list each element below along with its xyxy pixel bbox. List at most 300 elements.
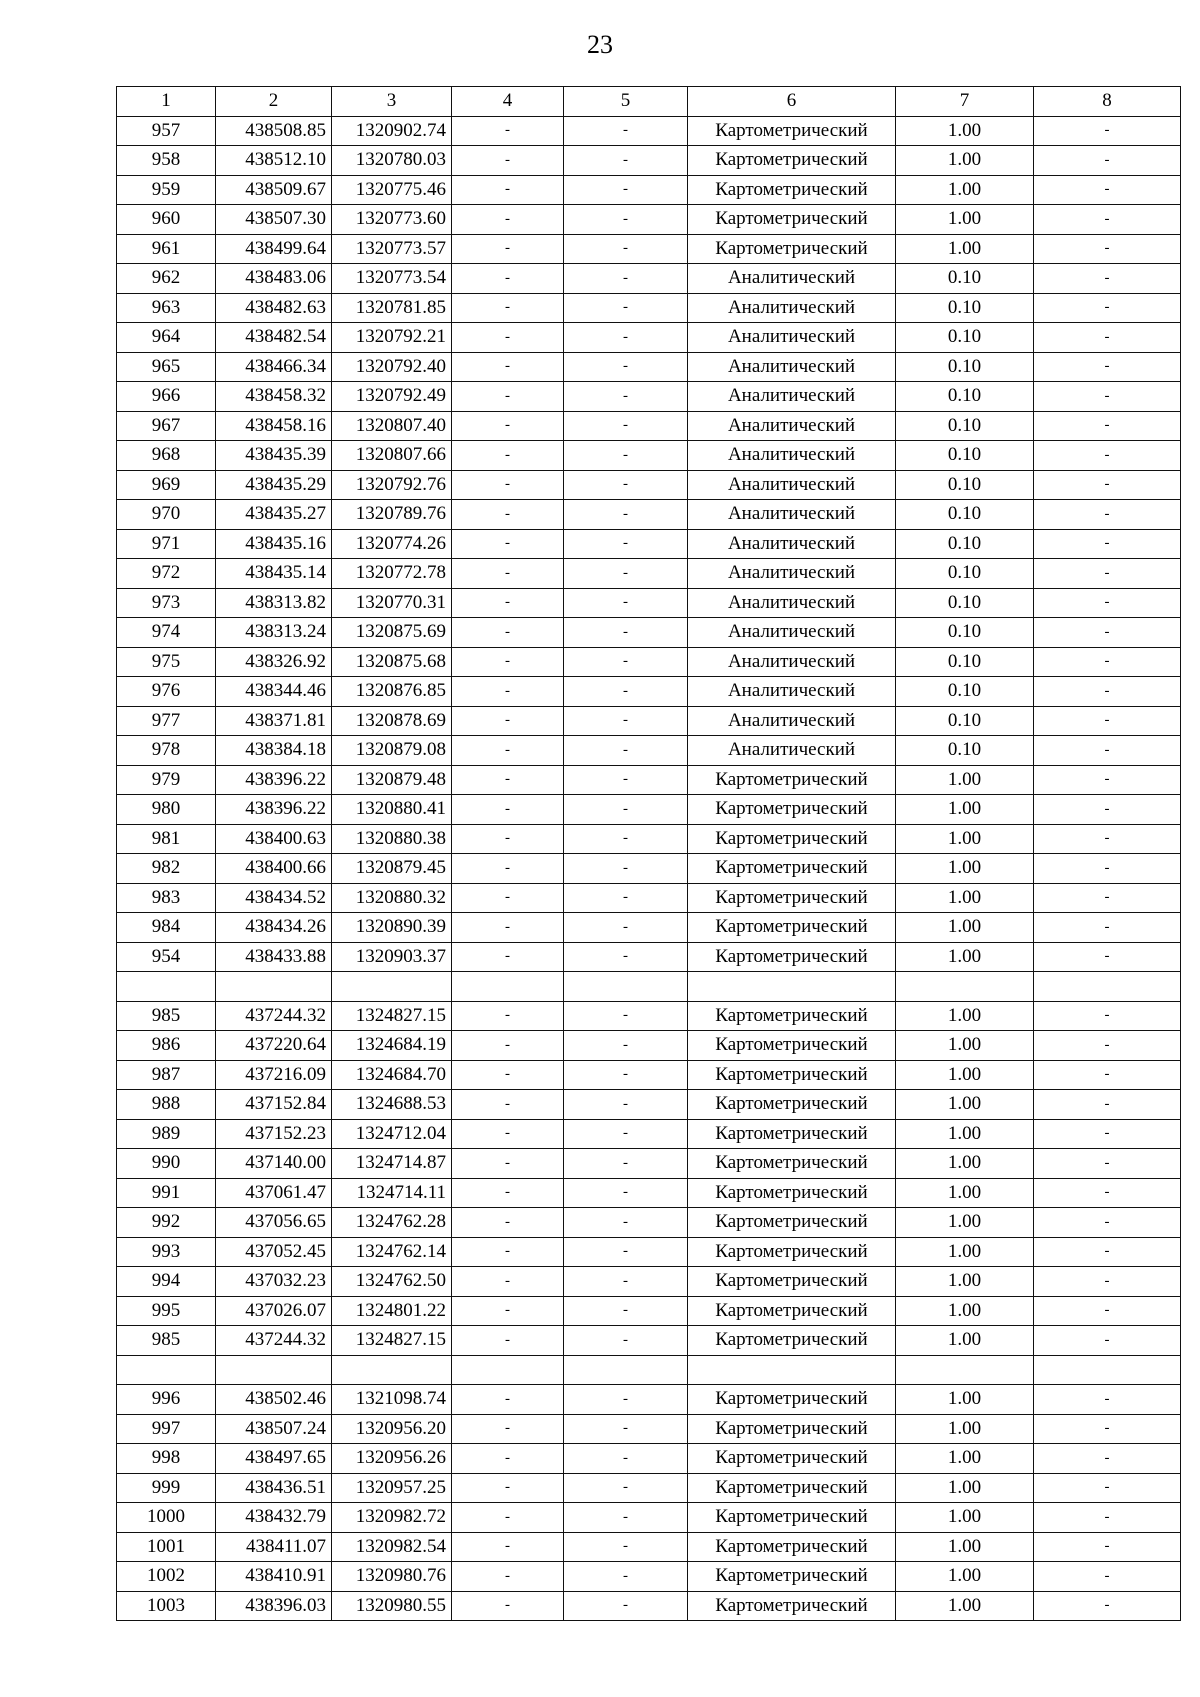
table-row: [117, 1473, 1181, 1503]
col8-cell: -: [1034, 1267, 1181, 1297]
y-coordinate-cell: 1320770.31: [332, 588, 452, 618]
method-cell: Картометрический: [688, 1326, 896, 1356]
table-row: [117, 1060, 1181, 1090]
x-coordinate-cell: 438482.54: [216, 323, 332, 353]
point-number-cell: 960: [117, 205, 216, 235]
col5-cell: -: [564, 736, 688, 766]
point-number-cell: 980: [117, 795, 216, 825]
col5-cell: -: [564, 765, 688, 795]
col5-cell: -: [564, 1562, 688, 1592]
col4-cell: -: [452, 1503, 564, 1533]
point-number-cell: 994: [117, 1267, 216, 1297]
col8-cell: -: [1034, 1149, 1181, 1179]
accuracy-cell: 0.10: [896, 470, 1034, 500]
col8-cell: -: [1034, 1503, 1181, 1533]
col5-cell: -: [564, 529, 688, 559]
method-cell: Аналитический: [688, 559, 896, 589]
col4-cell: -: [452, 411, 564, 441]
point-number-cell: 1002: [117, 1562, 216, 1592]
col5-cell: -: [564, 293, 688, 323]
method-cell: Картометрический: [688, 1532, 896, 1562]
y-coordinate-cell: 1320792.49: [332, 382, 452, 412]
col8-cell: -: [1034, 1296, 1181, 1326]
col8-cell: -: [1034, 883, 1181, 913]
x-coordinate-cell: 437152.23: [216, 1119, 332, 1149]
table-row: [117, 942, 1181, 972]
col8-cell: -: [1034, 293, 1181, 323]
col4-cell: -: [452, 1237, 564, 1267]
col5-cell: -: [564, 352, 688, 382]
col8-cell: -: [1034, 234, 1181, 264]
point-number-cell: 954: [117, 942, 216, 972]
x-coordinate-cell: [216, 972, 332, 1002]
col4-cell: -: [452, 175, 564, 205]
method-cell: Картометрический: [688, 1267, 896, 1297]
col4-cell: -: [452, 1385, 564, 1415]
accuracy-cell: 1.00: [896, 1090, 1034, 1120]
accuracy-cell: 0.10: [896, 706, 1034, 736]
method-cell: Картометрический: [688, 1178, 896, 1208]
accuracy-cell: 0.10: [896, 647, 1034, 677]
x-coordinate-cell: 438434.52: [216, 883, 332, 913]
y-coordinate-cell: 1320879.45: [332, 854, 452, 884]
col8-cell: -: [1034, 1119, 1181, 1149]
col8-cell: -: [1034, 1591, 1181, 1621]
accuracy-cell: 1.00: [896, 795, 1034, 825]
table-row: [117, 1237, 1181, 1267]
col5-cell: -: [564, 1267, 688, 1297]
x-coordinate-cell: 438508.85: [216, 116, 332, 146]
y-coordinate-cell: 1324688.53: [332, 1090, 452, 1120]
accuracy-cell: 1.00: [896, 175, 1034, 205]
point-number-cell: 974: [117, 618, 216, 648]
x-coordinate-cell: 438466.34: [216, 352, 332, 382]
col5-cell: -: [564, 441, 688, 471]
col8-cell: -: [1034, 942, 1181, 972]
col5-cell: -: [564, 234, 688, 264]
col8-cell: -: [1034, 264, 1181, 294]
accuracy-cell: 1.00: [896, 1326, 1034, 1356]
y-coordinate-cell: 1324714.11: [332, 1178, 452, 1208]
point-number-cell: 996: [117, 1385, 216, 1415]
point-number-cell: 987: [117, 1060, 216, 1090]
col5-cell: -: [564, 1414, 688, 1444]
x-coordinate-cell: 438436.51: [216, 1473, 332, 1503]
point-number-cell: 991: [117, 1178, 216, 1208]
method-cell: Аналитический: [688, 677, 896, 707]
col8-cell: -: [1034, 677, 1181, 707]
table-row: [117, 1503, 1181, 1533]
col4-cell: -: [452, 913, 564, 943]
y-coordinate-cell: 1320982.54: [332, 1532, 452, 1562]
col8-cell: -: [1034, 647, 1181, 677]
method-cell: Аналитический: [688, 323, 896, 353]
x-coordinate-cell: 438434.26: [216, 913, 332, 943]
accuracy-cell: 0.10: [896, 352, 1034, 382]
col4-cell: -: [452, 559, 564, 589]
col8-cell: -: [1034, 1532, 1181, 1562]
col5-cell: -: [564, 146, 688, 176]
method-cell: Картометрический: [688, 1414, 896, 1444]
accuracy-cell: 1.00: [896, 1473, 1034, 1503]
col8-cell: -: [1034, 765, 1181, 795]
col5-cell: -: [564, 854, 688, 884]
col4-cell: -: [452, 529, 564, 559]
method-cell: Картометрический: [688, 234, 896, 264]
col4-cell: -: [452, 1119, 564, 1149]
method-cell: Картометрический: [688, 824, 896, 854]
x-coordinate-cell: 437152.84: [216, 1090, 332, 1120]
col8-cell: -: [1034, 1178, 1181, 1208]
col5-cell: -: [564, 824, 688, 854]
x-coordinate-cell: 437244.32: [216, 1326, 332, 1356]
point-number-cell: [117, 972, 216, 1002]
method-cell: [688, 1355, 896, 1385]
accuracy-cell: 1.00: [896, 1503, 1034, 1533]
point-number-cell: 962: [117, 264, 216, 294]
x-coordinate-cell: 438344.46: [216, 677, 332, 707]
y-coordinate-cell: 1320789.76: [332, 500, 452, 530]
accuracy-cell: 1.00: [896, 1414, 1034, 1444]
col5-cell: -: [564, 1001, 688, 1031]
col5-cell: -: [564, 795, 688, 825]
x-coordinate-cell: 438499.64: [216, 234, 332, 264]
y-coordinate-cell: 1320879.48: [332, 765, 452, 795]
table-row: [117, 1090, 1181, 1120]
col4-cell: [452, 1355, 564, 1385]
method-cell: Аналитический: [688, 411, 896, 441]
table-row: [117, 736, 1181, 766]
table-row: [117, 677, 1181, 707]
point-number-cell: 982: [117, 854, 216, 884]
table-row: [117, 854, 1181, 884]
method-cell: Аналитический: [688, 470, 896, 500]
col4-cell: -: [452, 470, 564, 500]
method-cell: Аналитический: [688, 500, 896, 530]
point-number-cell: 1003: [117, 1591, 216, 1621]
col4-cell: -: [452, 588, 564, 618]
point-number-cell: 975: [117, 647, 216, 677]
col5-cell: -: [564, 1591, 688, 1621]
point-number-cell: [117, 1355, 216, 1385]
col8-cell: -: [1034, 1208, 1181, 1238]
col5-cell: -: [564, 618, 688, 648]
x-coordinate-cell: 438313.24: [216, 618, 332, 648]
y-coordinate-cell: 1320781.85: [332, 293, 452, 323]
x-coordinate-cell: 438433.88: [216, 942, 332, 972]
table-row: [117, 1532, 1181, 1562]
column-header: 1: [117, 87, 216, 117]
method-cell: Картометрический: [688, 1090, 896, 1120]
point-number-cell: 985: [117, 1001, 216, 1031]
x-coordinate-cell: 438396.22: [216, 765, 332, 795]
table-body: [117, 116, 1181, 1621]
col8-cell: -: [1034, 352, 1181, 382]
method-cell: Картометрический: [688, 205, 896, 235]
method-cell: Картометрический: [688, 1208, 896, 1238]
y-coordinate-cell: 1320875.68: [332, 647, 452, 677]
col8-cell: -: [1034, 470, 1181, 500]
method-cell: Картометрический: [688, 175, 896, 205]
y-coordinate-cell: 1320772.78: [332, 559, 452, 589]
col4-cell: -: [452, 942, 564, 972]
point-number-cell: 970: [117, 500, 216, 530]
col4-cell: -: [452, 1267, 564, 1297]
x-coordinate-cell: 438396.22: [216, 795, 332, 825]
x-coordinate-cell: 438507.30: [216, 205, 332, 235]
point-number-cell: 964: [117, 323, 216, 353]
y-coordinate-cell: 1320879.08: [332, 736, 452, 766]
col8-cell: -: [1034, 1326, 1181, 1356]
point-number-cell: 968: [117, 441, 216, 471]
table-row: [117, 529, 1181, 559]
method-cell: Картометрический: [688, 1060, 896, 1090]
method-cell: Аналитический: [688, 588, 896, 618]
method-cell: Картометрический: [688, 146, 896, 176]
col5-cell: -: [564, 706, 688, 736]
accuracy-cell: 1.00: [896, 1532, 1034, 1562]
col8-cell: -: [1034, 411, 1181, 441]
point-number-cell: 973: [117, 588, 216, 618]
y-coordinate-cell: 1320880.41: [332, 795, 452, 825]
point-number-cell: 976: [117, 677, 216, 707]
y-coordinate-cell: 1324801.22: [332, 1296, 452, 1326]
table-row: [117, 1119, 1181, 1149]
col4-cell: -: [452, 1532, 564, 1562]
col8-cell: -: [1034, 1414, 1181, 1444]
accuracy-cell: 0.10: [896, 559, 1034, 589]
col8-cell: -: [1034, 854, 1181, 884]
table-row: [117, 175, 1181, 205]
table-row: [117, 1267, 1181, 1297]
table-row: [117, 972, 1181, 1002]
col5-cell: -: [564, 116, 688, 146]
point-number-cell: 961: [117, 234, 216, 264]
col8-cell: -: [1034, 1060, 1181, 1090]
table-row: [117, 1591, 1181, 1621]
col5-cell: -: [564, 883, 688, 913]
column-header: 8: [1034, 87, 1181, 117]
accuracy-cell: 1.00: [896, 1444, 1034, 1474]
col8-cell: -: [1034, 736, 1181, 766]
col4-cell: -: [452, 323, 564, 353]
method-cell: Аналитический: [688, 293, 896, 323]
table-row: [117, 1385, 1181, 1415]
point-number-cell: 993: [117, 1237, 216, 1267]
accuracy-cell: 0.10: [896, 529, 1034, 559]
column-header: 3: [332, 87, 452, 117]
x-coordinate-cell: 438497.65: [216, 1444, 332, 1474]
table-row: [117, 352, 1181, 382]
table-row: [117, 618, 1181, 648]
y-coordinate-cell: 1324762.50: [332, 1267, 452, 1297]
table-header-row: [117, 87, 1181, 117]
x-coordinate-cell: 438435.39: [216, 441, 332, 471]
col8-cell: [1034, 972, 1181, 1002]
col4-cell: -: [452, 1001, 564, 1031]
col4-cell: -: [452, 1149, 564, 1179]
col5-cell: [564, 972, 688, 1002]
accuracy-cell: 1.00: [896, 1296, 1034, 1326]
method-cell: Аналитический: [688, 736, 896, 766]
point-number-cell: 963: [117, 293, 216, 323]
method-cell: Картометрический: [688, 1237, 896, 1267]
accuracy-cell: 0.10: [896, 588, 1034, 618]
y-coordinate-cell: 1320980.55: [332, 1591, 452, 1621]
x-coordinate-cell: 438371.81: [216, 706, 332, 736]
accuracy-cell: 1.00: [896, 883, 1034, 913]
col8-cell: -: [1034, 205, 1181, 235]
col8-cell: -: [1034, 116, 1181, 146]
method-cell: Картометрический: [688, 1444, 896, 1474]
x-coordinate-cell: 437244.32: [216, 1001, 332, 1031]
table-row: [117, 765, 1181, 795]
table-row: [117, 1178, 1181, 1208]
method-cell: Аналитический: [688, 647, 896, 677]
col5-cell: -: [564, 1296, 688, 1326]
table-row: [117, 1208, 1181, 1238]
col4-cell: -: [452, 1031, 564, 1061]
table-row: [117, 1149, 1181, 1179]
y-coordinate-cell: 1320980.76: [332, 1562, 452, 1592]
y-coordinate-cell: 1320880.32: [332, 883, 452, 913]
point-number-cell: 957: [117, 116, 216, 146]
table-row: [117, 1444, 1181, 1474]
accuracy-cell: 1.00: [896, 1237, 1034, 1267]
y-coordinate-cell: 1320880.38: [332, 824, 452, 854]
accuracy-cell: 1.00: [896, 942, 1034, 972]
accuracy-cell: 0.10: [896, 500, 1034, 530]
y-coordinate-cell: 1320780.03: [332, 146, 452, 176]
y-coordinate-cell: 1320792.76: [332, 470, 452, 500]
y-coordinate-cell: 1320956.20: [332, 1414, 452, 1444]
col8-cell: -: [1034, 175, 1181, 205]
col4-cell: -: [452, 854, 564, 884]
table-row: [117, 382, 1181, 412]
col8-cell: -: [1034, 913, 1181, 943]
x-coordinate-cell: 438458.32: [216, 382, 332, 412]
point-number-cell: 988: [117, 1090, 216, 1120]
y-coordinate-cell: 1320807.66: [332, 441, 452, 471]
table-row: [117, 647, 1181, 677]
y-coordinate-cell: 1324827.15: [332, 1326, 452, 1356]
accuracy-cell: 0.10: [896, 323, 1034, 353]
x-coordinate-cell: 438435.16: [216, 529, 332, 559]
col8-cell: -: [1034, 323, 1181, 353]
y-coordinate-cell: 1324684.70: [332, 1060, 452, 1090]
point-number-cell: 971: [117, 529, 216, 559]
y-coordinate-cell: 1320876.85: [332, 677, 452, 707]
method-cell: Аналитический: [688, 529, 896, 559]
col8-cell: -: [1034, 529, 1181, 559]
col8-cell: [1034, 1355, 1181, 1385]
col4-cell: -: [452, 264, 564, 294]
y-coordinate-cell: 1324762.28: [332, 1208, 452, 1238]
col5-cell: -: [564, 1532, 688, 1562]
accuracy-cell: [896, 972, 1034, 1002]
y-coordinate-cell: 1320775.46: [332, 175, 452, 205]
method-cell: Аналитический: [688, 382, 896, 412]
col8-cell: -: [1034, 1031, 1181, 1061]
accuracy-cell: 1.00: [896, 234, 1034, 264]
y-coordinate-cell: [332, 972, 452, 1002]
x-coordinate-cell: 438396.03: [216, 1591, 332, 1621]
col8-cell: -: [1034, 1473, 1181, 1503]
y-coordinate-cell: 1320792.21: [332, 323, 452, 353]
method-cell: Картометрический: [688, 942, 896, 972]
col4-cell: -: [452, 677, 564, 707]
table-row: [117, 1031, 1181, 1061]
y-coordinate-cell: 1324827.15: [332, 1001, 452, 1031]
col4-cell: -: [452, 795, 564, 825]
col5-cell: -: [564, 1178, 688, 1208]
accuracy-cell: 1.00: [896, 1562, 1034, 1592]
col4-cell: -: [452, 647, 564, 677]
method-cell: Картометрический: [688, 1503, 896, 1533]
col5-cell: -: [564, 323, 688, 353]
col5-cell: -: [564, 647, 688, 677]
col8-cell: -: [1034, 500, 1181, 530]
col4-cell: -: [452, 618, 564, 648]
col5-cell: -: [564, 1090, 688, 1120]
col5-cell: -: [564, 1444, 688, 1474]
table-row: [117, 913, 1181, 943]
accuracy-cell: 1.00: [896, 1031, 1034, 1061]
x-coordinate-cell: 438326.92: [216, 647, 332, 677]
y-coordinate-cell: 1320903.37: [332, 942, 452, 972]
col8-cell: -: [1034, 559, 1181, 589]
accuracy-cell: 0.10: [896, 411, 1034, 441]
col5-cell: -: [564, 559, 688, 589]
method-cell: Аналитический: [688, 441, 896, 471]
column-header: 5: [564, 87, 688, 117]
accuracy-cell: 1.00: [896, 205, 1034, 235]
x-coordinate-cell: [216, 1355, 332, 1385]
table-row: [117, 1355, 1181, 1385]
col4-cell: -: [452, 1414, 564, 1444]
method-cell: Картометрический: [688, 1031, 896, 1061]
col5-cell: -: [564, 1119, 688, 1149]
col4-cell: -: [452, 1178, 564, 1208]
point-number-cell: 967: [117, 411, 216, 441]
col4-cell: -: [452, 352, 564, 382]
accuracy-cell: 1.00: [896, 1208, 1034, 1238]
table-row: [117, 146, 1181, 176]
col5-cell: -: [564, 1208, 688, 1238]
x-coordinate-cell: 438432.79: [216, 1503, 332, 1533]
table-row: [117, 441, 1181, 471]
y-coordinate-cell: 1320902.74: [332, 116, 452, 146]
y-coordinate-cell: 1320792.40: [332, 352, 452, 382]
method-cell: Картометрический: [688, 1001, 896, 1031]
y-coordinate-cell: 1320773.54: [332, 264, 452, 294]
col5-cell: -: [564, 264, 688, 294]
table-row: [117, 264, 1181, 294]
col4-cell: -: [452, 116, 564, 146]
y-coordinate-cell: 1320807.40: [332, 411, 452, 441]
x-coordinate-cell: 438509.67: [216, 175, 332, 205]
table-row: [117, 116, 1181, 146]
col4-cell: -: [452, 1444, 564, 1474]
table-row: [117, 706, 1181, 736]
x-coordinate-cell: 437056.65: [216, 1208, 332, 1238]
col8-cell: -: [1034, 824, 1181, 854]
x-coordinate-cell: 438400.63: [216, 824, 332, 854]
column-header: 4: [452, 87, 564, 117]
x-coordinate-cell: 438458.16: [216, 411, 332, 441]
col4-cell: -: [452, 765, 564, 795]
point-number-cell: 979: [117, 765, 216, 795]
